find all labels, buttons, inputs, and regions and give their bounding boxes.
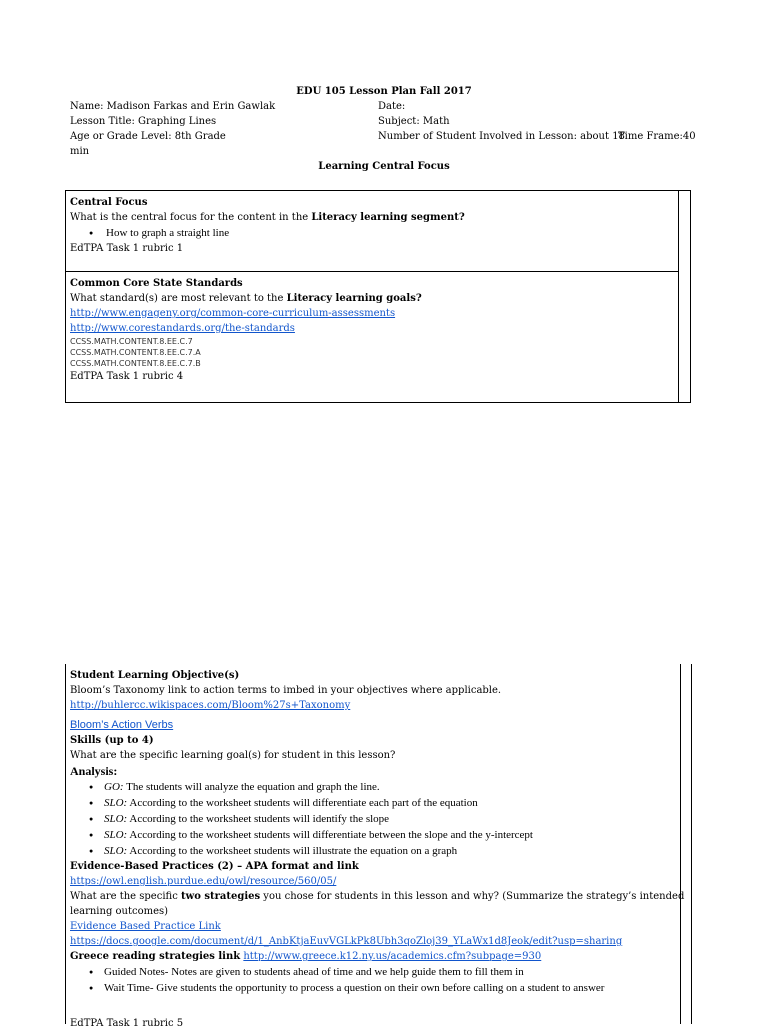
goal-text: The students will analyze the equation and graph the line. <box>123 781 380 793</box>
skills-heading: Skills (up to 4) <box>70 735 154 746</box>
question-text: What are the specific <box>70 891 181 902</box>
greece-link[interactable]: http://www.greece.k12.ny.us/academics.cfm?subpage=930 <box>243 951 542 962</box>
table-right-border <box>691 664 692 1024</box>
table-left-border <box>65 664 66 1024</box>
standards-heading: Common Core State Standards <box>70 278 243 289</box>
document-title: EDU 105 Lesson Plan Fall 2017 <box>296 86 472 97</box>
greece-label: Greece reading strategies link <box>70 951 241 962</box>
question-bold-text: Literacy learning segment? <box>311 212 465 223</box>
central-focus-heading: Central Focus <box>70 197 148 208</box>
corestandards-link[interactable]: http://www.corestandards.org/the-standards <box>70 323 295 334</box>
strategy-question <box>70 889 685 904</box>
evidence-heading: Evidence-Based Practices (2) – APA format and link <box>70 861 359 872</box>
goal-text: According to the worksheet students will illustrate the equation on a graph <box>127 845 458 857</box>
goal-text: According to the worksheet students will identify the slope <box>127 813 390 825</box>
students-line: Number of Student Involved in Lesson: about 18 <box>378 131 625 142</box>
goal-tag: GO: <box>104 781 124 793</box>
owl-purdue-link[interactable]: https://owl.english.purdue.edu/owl/resource/560/05/ <box>70 876 337 887</box>
goal-item <box>84 827 678 843</box>
question-text: you chose for students in this lesson and why? (Summarize the strategy’s intended <box>260 891 685 902</box>
evidence-practice-link[interactable]: Evidence Based Practice Link <box>70 921 221 932</box>
standards-rubric: EdTPA Task 1 rubric 4 <box>70 371 184 382</box>
strategy-item: ● Wait Time- Give students the opportunity to process a question on their own before calling on a student to answer <box>84 980 678 996</box>
standard-code: CCSS.MATH.CONTENT.8.EE.C.7.B <box>70 359 201 368</box>
standards-cell <box>66 276 678 384</box>
objectives-rubric: EdTPA Task 1 rubric 5 <box>70 1018 184 1029</box>
greece-strategies-line <box>70 949 678 964</box>
time-frame-line: Time Frame:40 <box>618 131 696 142</box>
goal-tag: SLO: <box>104 829 128 841</box>
objectives-heading: Student Learning Objective(s) <box>70 670 240 681</box>
google-docs-link[interactable]: https://docs.google.com/document/d/1_AnbKtjaEuvVGLkPk8Ubh3qoZloj39_YLaWx1d8Jeok/edit?usp=sharing <box>70 936 623 947</box>
strategy-item: ● Guided Notes- Notes are given to students ahead of time and we help guide them to fill them in <box>84 964 678 980</box>
subject-line: Subject: Math <box>378 116 450 127</box>
question-text: What is the central focus for the content in the <box>70 212 312 223</box>
standards-question <box>70 291 674 306</box>
question-bold-text: Literacy learning goals? <box>286 293 422 304</box>
goal-tag: SLO: <box>104 845 128 857</box>
goal-tag: SLO: <box>104 797 128 809</box>
goal-text: According to the worksheet students will differentiate between the slope and the y-intercept <box>127 829 533 841</box>
question-text: What standard(s) are most relevant to the <box>70 293 287 304</box>
standard-code: CCSS.MATH.CONTENT.8.EE.C.7 <box>70 337 193 346</box>
goal-item <box>84 811 678 827</box>
time-unit-line: min <box>70 146 90 157</box>
goal-tag: SLO: <box>104 813 128 825</box>
bloom-text: Bloom’s Taxonomy link to action terms to imbed in your objectives where applicable. <box>70 685 502 696</box>
grade-level-line: Age or Grade Level: 8th Grade <box>70 131 226 142</box>
objectives-cell <box>70 668 685 1031</box>
goal-text: According to the worksheet students will differentiate each part of the equation <box>127 797 478 809</box>
table-column-border <box>680 664 681 1024</box>
goal-item <box>84 779 678 795</box>
engageny-link[interactable]: http://www.engageny.org/common-core-curriculum-assessments <box>70 308 396 319</box>
central-focus-rubric: EdTPA Task 1 rubric 1 <box>70 243 184 254</box>
central-focus-question <box>70 210 674 225</box>
table-side-column <box>678 191 679 402</box>
central-focus-table <box>65 190 691 403</box>
central-focus-cell <box>66 195 678 256</box>
names-line: Name: Madison Farkas and Erin Gawlak <box>70 101 276 112</box>
skills-question: What are the specific learning goal(s) for student in this lesson? <box>70 750 396 761</box>
goal-item <box>84 843 678 859</box>
bloom-taxonomy-link[interactable]: http://buhlercc.wikispaces.com/Bloom%27s+Taxonomy <box>70 700 351 711</box>
strategy-question-continued: learning outcomes) <box>70 906 169 917</box>
question-bold-text: two strategies <box>180 891 261 902</box>
bloom-verbs-link[interactable]: Bloom’s Action Verbs <box>70 719 174 731</box>
section-title: Learning Central Focus <box>318 161 450 172</box>
goal-item <box>84 795 678 811</box>
analysis-heading: Analysis: <box>70 764 118 778</box>
date-line: Date: <box>378 101 406 112</box>
row-divider <box>66 271 679 272</box>
lesson-title-line: Lesson Title: Graphing Lines <box>70 116 217 127</box>
central-focus-bullet: ● How to graph a straight line <box>84 225 674 241</box>
standard-code: CCSS.MATH.CONTENT.8.EE.C.7.A <box>70 348 201 357</box>
